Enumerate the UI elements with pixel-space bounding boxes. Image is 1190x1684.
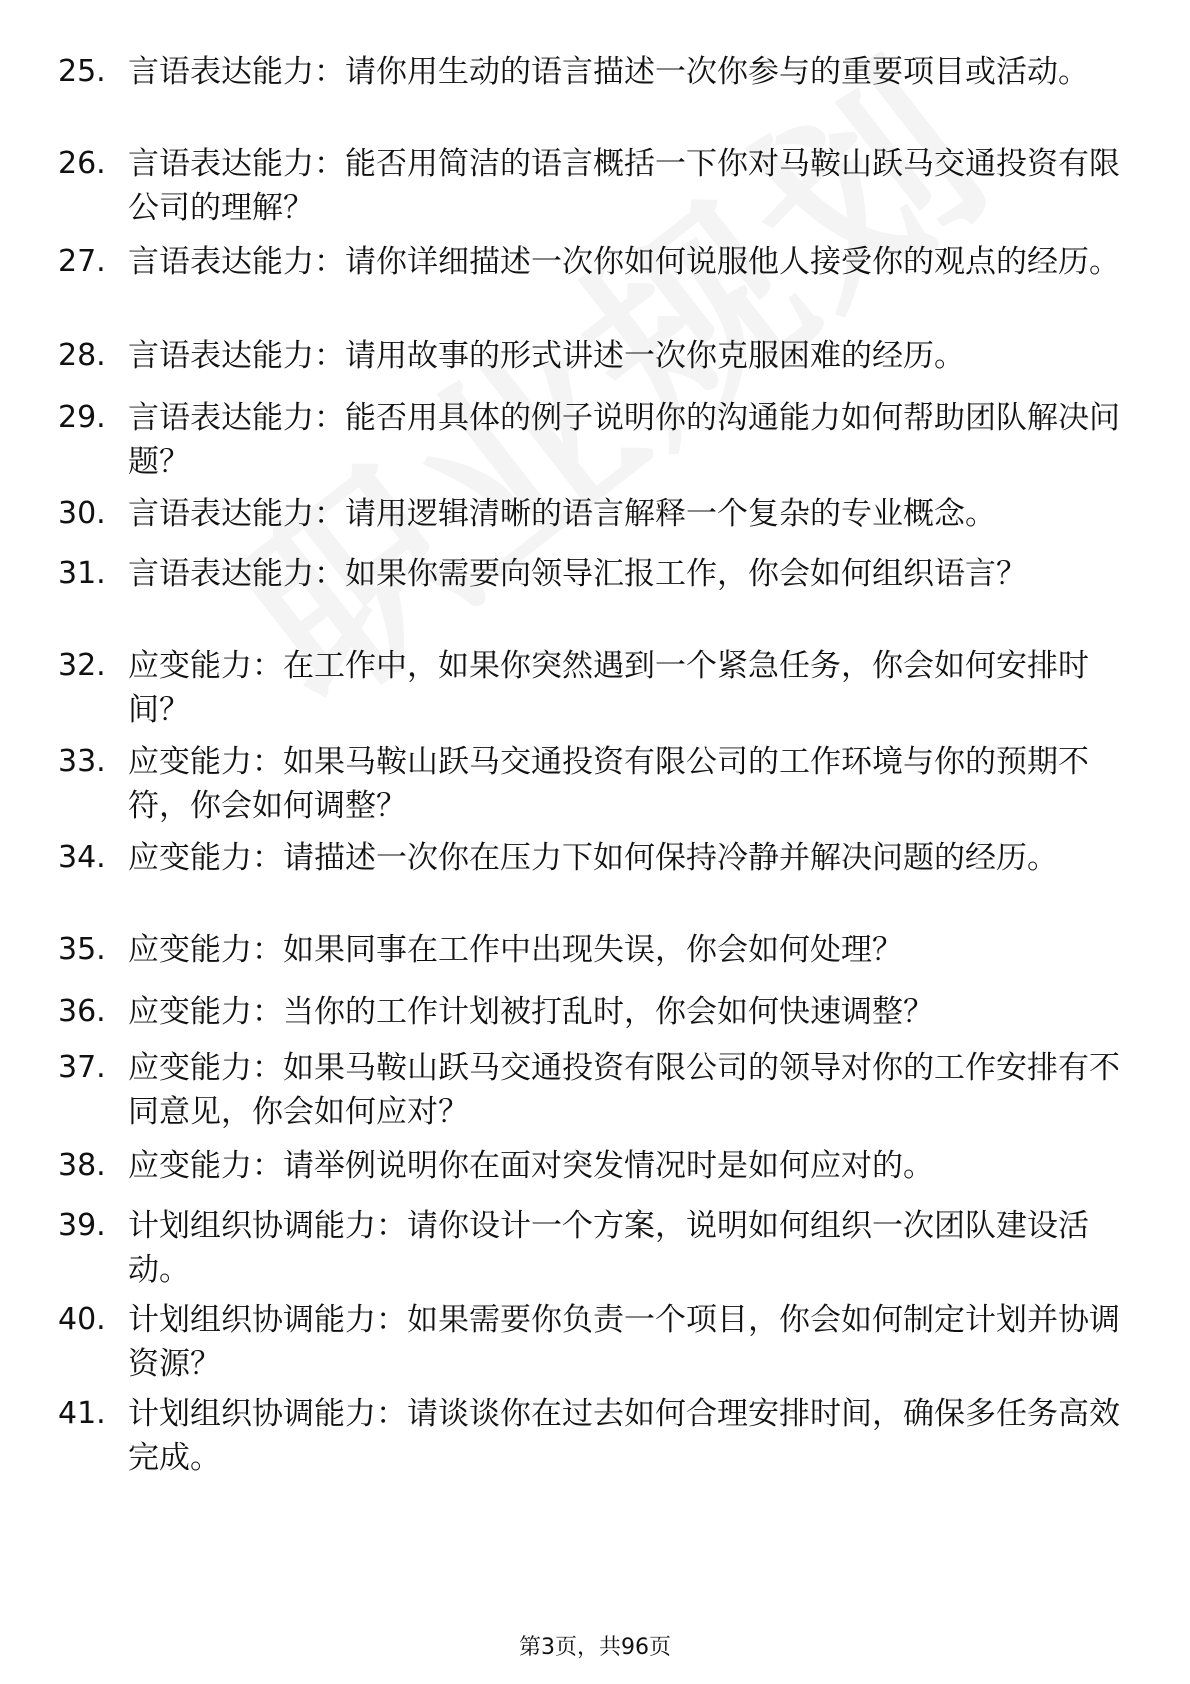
item-number: 40. [58,1302,106,1337]
item-number: 30. [58,496,106,531]
item-text: 言语表达能力：能否用简洁的语言概括一下你对马鞍山跃马交通投资有限公司的理解？ [128,146,1120,226]
item-text: 应变能力：如果同事在工作中出现失误，你会如何处理？ [128,932,903,968]
item-text: 应变能力：如果马鞍山跃马交通投资有限公司的工作环境与你的预期不符，你会如何调整？ [128,744,1089,824]
page-number: 第3页，共96页 [519,1635,671,1660]
item-number: 39. [58,1208,106,1243]
item-text: 计划组织协调能力：请你设计一个方案，说明如何组织一次团队建设活动。 [128,1208,1089,1288]
item-text: 应变能力：请举例说明你在面对突发情况时是如何应对的。 [128,1148,934,1184]
item-number: 26. [58,146,106,181]
item-number: 27. [58,244,106,279]
item-number: 35. [58,932,106,967]
item-text: 言语表达能力：如果你需要向领导汇报工作，你会如何组织语言？ [128,556,1027,592]
item-number: 28. [58,338,106,373]
item-number: 41. [58,1396,106,1431]
item-text: 言语表达能力：请你用生动的语言描述一次你参与的重要项目或活动。 [128,54,1089,90]
item-text: 应变能力：在工作中，如果你突然遇到一个紧急任务，你会如何安排时间？ [128,648,1089,728]
item-number: 33. [58,744,106,779]
item-text: 计划组织协调能力：请谈谈你在过去如何合理安排时间，确保多任务高效完成。 [128,1396,1120,1476]
item-text: 言语表达能力：能否用具体的例子说明你的沟通能力如何帮助团队解决问题？ [128,400,1120,480]
item-number: 29. [58,400,106,435]
item-text: 言语表达能力：请你详细描述一次你如何说服他人接受你的观点的经历。 [128,244,1120,280]
item-number: 36. [58,994,106,1029]
item-number: 31. [58,556,106,591]
item-number: 34. [58,840,106,875]
item-text: 计划组织协调能力：如果需要你负责一个项目，你会如何制定计划并协调资源？ [128,1302,1120,1382]
item-number: 37. [58,1050,106,1085]
item-number: 25. [58,54,106,89]
item-number: 32. [58,648,106,683]
item-text: 应变能力：请描述一次你在压力下如何保持冷静并解决问题的经历。 [128,840,1058,876]
item-number: 38. [58,1148,106,1183]
item-text: 应变能力：如果马鞍山跃马交通投资有限公司的领导对你的工作安排有不同意见，你会如何应对？ [128,1050,1120,1130]
item-text: 言语表达能力：请用故事的形式讲述一次你克服困难的经历。 [128,338,965,374]
item-text: 言语表达能力：请用逻辑清晰的语言解释一个复杂的专业概念。 [128,496,996,532]
item-text: 应变能力：当你的工作计划被打乱时，你会如何快速调整？ [128,994,934,1030]
